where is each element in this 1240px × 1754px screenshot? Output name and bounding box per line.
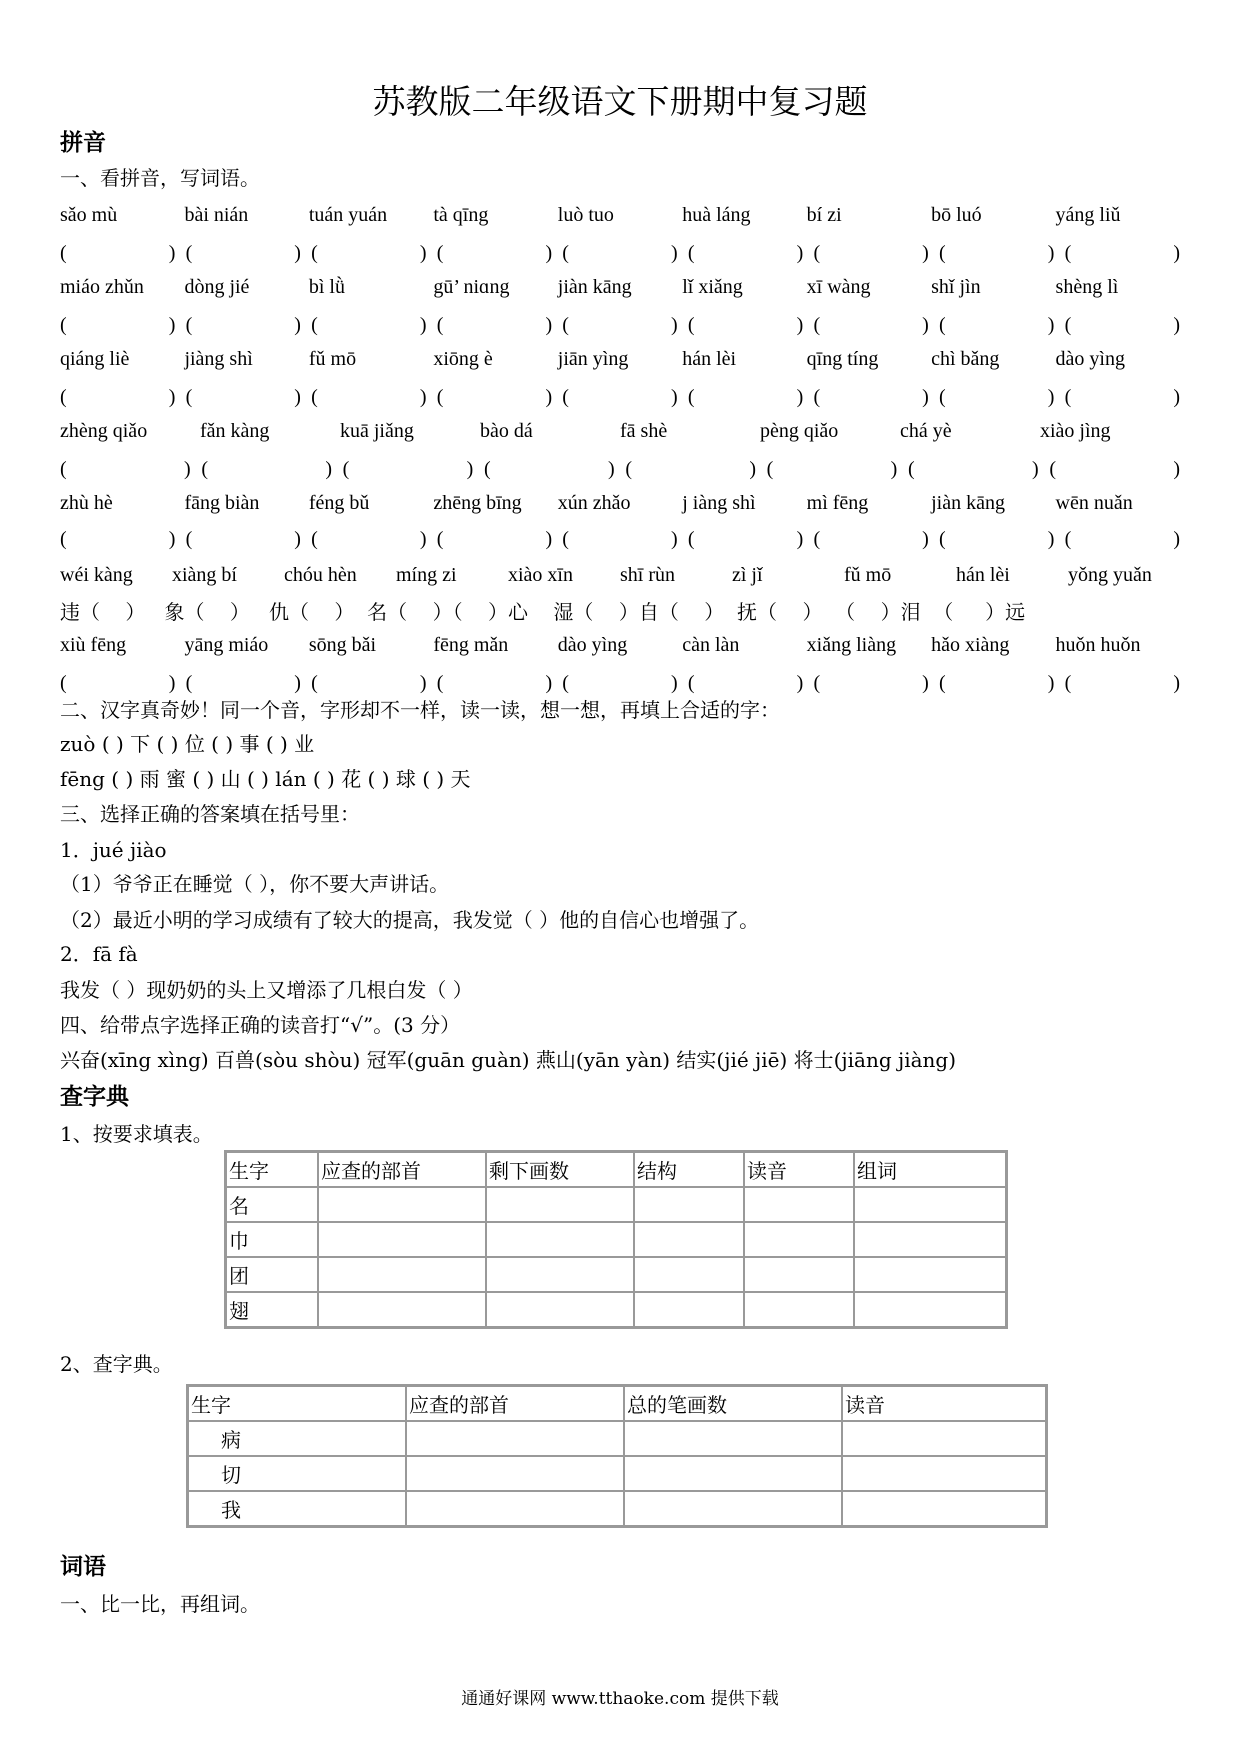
question-4-heading: 四、给带点字选择正确的读音打“√”。(3 分） (60, 1013, 461, 1037)
section-heading-words: 词语 (60, 1554, 106, 1580)
table-cell-blank[interactable] (486, 1222, 634, 1257)
table-header-row (188, 1386, 1047, 1422)
table-cell-blank[interactable] (624, 1421, 842, 1456)
question-4-line: 兴奋(xīng xìng) 百兽(sòu shòu) 冠军(guān guàn) 燕山(yān yàn) 结实(jié jiē) 将士(jiāng jiàng) (60, 1048, 956, 1072)
question-3-line: 我发（ ）现奶奶的头上又增添了几根白发（ ） (60, 978, 473, 1002)
table-cell-blank[interactable] (634, 1222, 744, 1257)
table-row (226, 1187, 1007, 1222)
pinyin-word: xiào jìng (1040, 420, 1111, 442)
pinyin-word: jiàn kāng (931, 492, 1005, 514)
question-3-line: （1）爷爷正在睡觉（ ），你不要大声讲话。 (60, 872, 450, 896)
table-header-cell: 生字 (226, 1152, 319, 1188)
pinyin-word: fǎn kàng (200, 420, 270, 442)
pinyin-word: hǎo xiàng (931, 634, 1010, 656)
pinyin-word: j iàng shì (682, 492, 756, 514)
pinyin-word: lǐ xiǎng (682, 276, 743, 298)
answer-blank-row[interactable]: ( ) ( ) ( ) ( ) ( ) ( ) ( ) ( ) ( ) (60, 386, 1180, 408)
answer-blank-row[interactable]: ( ) ( ) ( ) ( ) ( ) ( ) ( ) ( ) ( ) (60, 672, 1180, 694)
pinyin-word: gū’ niɑng (433, 276, 510, 298)
pinyin-word: pèng qiǎo (760, 420, 839, 442)
table-header-cell: 生字 (188, 1386, 407, 1422)
pinyin-word: yāng miáo (184, 634, 269, 656)
pinyin-word: càn làn (682, 634, 740, 656)
pinyin-word: féng bǔ (308, 492, 370, 514)
table-row (188, 1421, 1047, 1456)
words-question-1: 一、比一比，再组词。 (60, 1592, 260, 1616)
table-cell-blank[interactable] (744, 1257, 854, 1292)
pinyin-word: fāng biàn (184, 492, 260, 514)
table-cell-character: 切 (188, 1456, 407, 1491)
pinyin-word: wéi kàng (60, 564, 133, 586)
pinyin-word: fēng mǎn (433, 634, 509, 656)
table-cell-character: 团 (226, 1257, 319, 1292)
table-cell-blank[interactable] (318, 1257, 486, 1292)
question-3-line: 2．fā fà (60, 942, 138, 966)
answer-blank-row[interactable]: ( ) ( ) ( ) ( ) ( ) ( ) ( ) ( ) ( ) (60, 242, 1180, 264)
dictionary-question-2: 2、查字典。 (60, 1352, 173, 1376)
pinyin-word: tà qīng (433, 204, 489, 226)
question-2-heading: 二、汉字真奇妙！同一个音，字形却不一样，读一读，想一想，再填上合适的字： (60, 698, 780, 722)
section-heading-pinyin: 拼音 (60, 130, 106, 156)
table-cell-character: 翅 (226, 1292, 319, 1328)
pinyin-word: fā shè (620, 420, 668, 442)
pinyin-word: chóu hèn (284, 564, 357, 586)
pinyin-word: mì fēng (806, 492, 869, 514)
table-cell-blank[interactable] (854, 1187, 1007, 1222)
pinyin-word: chá yè (900, 420, 952, 442)
pinyin-word: fǔ mō (308, 348, 357, 370)
pinyin-word: miáo zhǔn (60, 276, 144, 298)
pinyin-word: qiáng liè (60, 348, 130, 370)
table-cell-blank[interactable] (634, 1292, 744, 1328)
pinyin-word: sǎo mù (60, 204, 118, 226)
pinyin-word: xiōng è (433, 348, 493, 370)
pinyin-word: dào yìng (557, 634, 628, 656)
pinyin-word: luò tuo (557, 204, 614, 226)
pinyin-word: shèng lì (1055, 276, 1119, 298)
pinyin-word: xún zhǎo (557, 492, 631, 514)
pinyin-word: jiān yìng (557, 348, 629, 370)
section-heading-dictionary: 查字典 (60, 1084, 129, 1110)
pinyin-word: xiù fēng (60, 634, 127, 656)
table-cell-blank[interactable] (486, 1187, 634, 1222)
table-cell-blank[interactable] (406, 1491, 624, 1527)
table-cell-blank[interactable] (318, 1187, 486, 1222)
table-cell-blank[interactable] (624, 1456, 842, 1491)
table-row (188, 1491, 1047, 1527)
question-2-line: zuò ( ) 下 ( ) 位 ( ) 事 ( ) 业 (60, 732, 315, 756)
pinyin-word: zhù hè (60, 492, 113, 514)
pinyin-word: bō luó (931, 204, 982, 226)
pinyin-word: zhèng qiǎo (60, 420, 148, 442)
pinyin-word: wēn nuǎn (1055, 492, 1133, 514)
pinyin-word: fǔ mō (844, 564, 892, 586)
page-title: 苏教版二年级语文下册期中复习题 (372, 82, 868, 121)
table-header-cell: 组词 (854, 1152, 1007, 1188)
pinyin-word: xiàng bí (172, 564, 237, 586)
table-row (226, 1222, 1007, 1257)
question-1-heading: 一、看拼音，写词语。 (60, 166, 260, 190)
pinyin-word: chì bǎng (931, 348, 1000, 370)
table-header-cell: 结构 (634, 1152, 744, 1188)
pinyin-word: bài nián (184, 204, 249, 226)
pinyin-word: jiàn kāng (557, 276, 632, 298)
pinyin-word: jiàng shì (184, 348, 253, 370)
pinyin-word: huà láng (682, 204, 751, 226)
pinyin-word: bí zi (806, 204, 842, 226)
fill-in-row[interactable]: 违（ ） 象（ ） 仇（ ） 名（ ）（ ）心 湿（ ）自（ ） 抚（ ） （ ）泪 （ ）远 (60, 600, 1026, 624)
pinyin-word: xiào xīn (508, 564, 573, 586)
table-header-cell: 剩下画数 (486, 1152, 634, 1188)
table-header-cell: 应查的部首 (318, 1152, 486, 1188)
table-cell-blank[interactable] (744, 1222, 854, 1257)
pinyin-word: shī rùn (620, 564, 675, 586)
dictionary-table-2 (186, 1384, 1048, 1528)
pinyin-word: míng zi (396, 564, 457, 586)
question-3-line: 1．jué jiào (60, 838, 167, 862)
pinyin-word: xiǎng liàng (806, 634, 897, 656)
question-2-line: fēng ( ) 雨 蜜 ( ) 山 ( ) lán ( ) 花 ( ) 球 ( ) 天 (60, 767, 471, 791)
table-cell-blank[interactable] (634, 1257, 744, 1292)
pinyin-word: zì jǐ (732, 564, 763, 586)
dictionary-table-1 (224, 1150, 1008, 1329)
pinyin-word: zhēng bīng (433, 492, 522, 514)
pinyin-word: sōng bǎi (308, 634, 377, 656)
table-cell-blank[interactable] (842, 1491, 1047, 1527)
answer-blank-row[interactable]: ( ) ( ) ( ) ( ) ( ) ( ) ( ) ( ) ( ) (60, 528, 1180, 550)
table-cell-blank[interactable] (854, 1292, 1007, 1328)
table-cell-blank[interactable] (486, 1257, 634, 1292)
table-header-cell: 应查的部首 (406, 1386, 624, 1422)
pinyin-word: huǒn huǒn (1055, 634, 1141, 656)
table-cell-character: 病 (188, 1421, 407, 1456)
question-3-line: （2）最近小明的学习成绩有了较大的提高，我发觉（ ）他的自信心也增强了。 (60, 908, 760, 932)
table-cell-blank[interactable] (486, 1292, 634, 1328)
question-3-heading: 三、选择正确的答案填在括号里： (60, 802, 360, 826)
table-header-cell: 读音 (744, 1152, 854, 1188)
table-cell-blank[interactable] (744, 1292, 854, 1328)
pinyin-word: shǐ jìn (931, 276, 981, 298)
table-row (188, 1456, 1047, 1491)
table-cell-blank[interactable] (406, 1421, 624, 1456)
table-cell-blank[interactable] (406, 1456, 624, 1491)
table-header-cell: 读音 (842, 1386, 1047, 1422)
table-header-row (226, 1152, 1007, 1188)
table-cell-character: 名 (226, 1187, 319, 1222)
footer-credit: 通通好课网 www.tthaoke.com 提供下载 (461, 1689, 779, 1709)
pinyin-word: hán lèi (956, 564, 1010, 586)
table-cell-blank[interactable] (318, 1222, 486, 1257)
table-cell-blank[interactable] (842, 1456, 1047, 1491)
pinyin-word: dòng jié (184, 276, 250, 298)
table-cell-blank[interactable] (744, 1187, 854, 1222)
pinyin-word: dào yìng (1055, 348, 1125, 370)
pinyin-word: yǒng yuǎn (1068, 564, 1152, 586)
table-cell-blank[interactable] (842, 1421, 1047, 1456)
pinyin-word: bì lǜ (308, 276, 345, 298)
table-cell-blank[interactable] (318, 1292, 486, 1328)
dictionary-question-1: 1、按要求填表。 (60, 1122, 213, 1146)
table-cell-blank[interactable] (624, 1491, 842, 1527)
pinyin-word: hán lèi (682, 348, 737, 370)
pinyin-word: tuán yuán (308, 204, 388, 226)
pinyin-word: yáng liǔ (1055, 204, 1121, 226)
table-header-cell: 总的笔画数 (624, 1386, 842, 1422)
pinyin-word: kuā jiǎng (340, 420, 414, 442)
table-cell-blank[interactable] (854, 1222, 1007, 1257)
table-cell-blank[interactable] (854, 1257, 1007, 1292)
answer-blank-row[interactable]: ( ) ( ) ( ) ( ) ( ) ( ) ( ) ( ) ( ) (60, 314, 1180, 336)
pinyin-word: bào dá (480, 420, 533, 442)
table-cell-blank[interactable] (634, 1187, 744, 1222)
table-cell-character: 我 (188, 1491, 407, 1527)
table-row (226, 1292, 1007, 1328)
table-cell-character: 巾 (226, 1222, 319, 1257)
pinyin-word: qīng tíng (806, 348, 879, 370)
pinyin-word: xī wàng (806, 276, 871, 298)
answer-blank-row[interactable]: ( ) ( ) ( ) ( ) ( ) ( ) ( ) ( ) (60, 458, 1180, 480)
table-row (226, 1257, 1007, 1292)
